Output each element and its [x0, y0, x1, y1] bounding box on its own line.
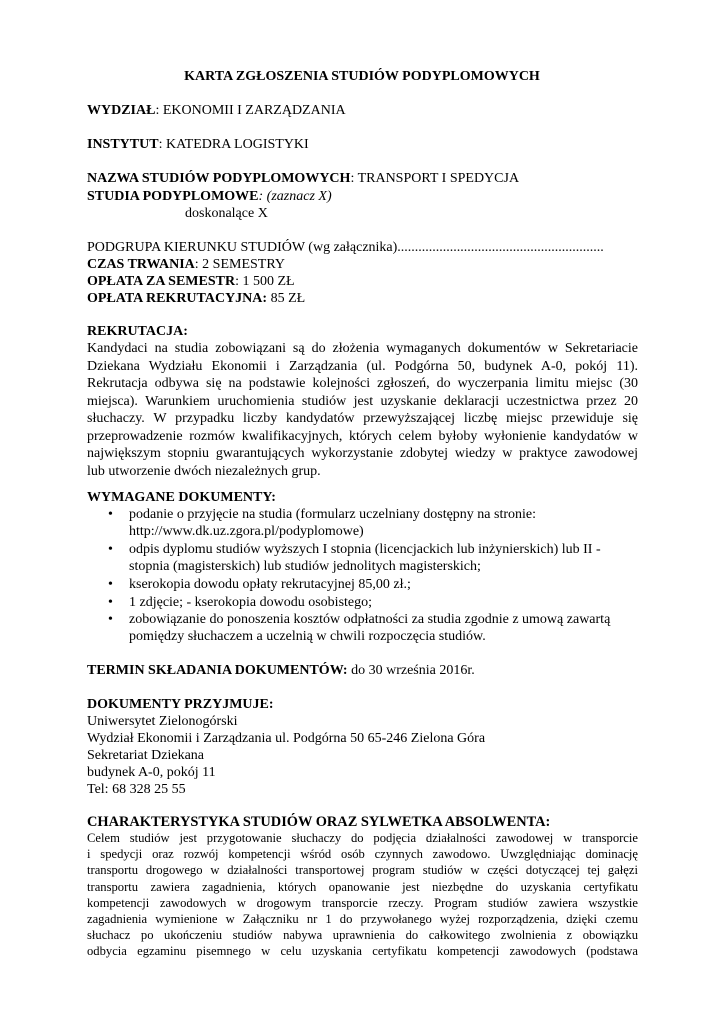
office-heading: DOKUMENTY PRZYJMUJE: [87, 697, 274, 712]
faculty-line [87, 102, 346, 120]
recruitment-fee-value: 85 ZŁ [267, 291, 306, 306]
paragraph-line: miejsca). Warunkiem uruchomienia studiów jest uzyskanie deklaracji uczestnictwa przez 20 [87, 393, 638, 409]
paragraph-line: lub utworzenie dwóch niezależnych grup. [87, 463, 321, 479]
duration-line [87, 256, 285, 274]
program-type-option: doskonalące X [185, 206, 268, 221]
bullet: • [108, 542, 113, 557]
office-line: Uniwersytet Zielonogórski [87, 714, 238, 729]
paragraph-line: zagadnienia wymienione w Załączniku nr 1 do przywołanego wyżej rozporządzenia, dzięki czemu [87, 911, 638, 926]
institute-value: : KATEDRA LOGISTYKI [158, 137, 309, 152]
program-name-label: NAZWA STUDIÓW PODYPLOMOWYCH [87, 171, 351, 186]
deadline-label: TERMIN SKŁADANIA DOKUMENTÓW: [87, 663, 348, 678]
recruitment-heading: REKRUTACJA: [87, 324, 188, 339]
semester-fee-value: : 1 500 ZŁ [235, 274, 295, 289]
duration-label: CZAS TRWANIA [87, 257, 195, 272]
list-item-text: odpis dyplomu studiów wyższych I stopnia (licencjackich lub inżynierskich) lub II - [129, 542, 601, 557]
paragraph-line: największym stopniu gwarantujących wykorzystanie zdobytej wiedzy w praktyce zawodowej [87, 446, 638, 461]
recruitment-paragraph [87, 340, 638, 480]
faculty-value: : EKONOMII I ZARZĄDZANIA [155, 103, 346, 118]
paragraph-line: Kandydaci na studia zobowiązani są do złożenia wymaganych dokumentów w Sekretariacie [87, 341, 638, 356]
documents-heading: WYMAGANE DOKUMENTY: [87, 490, 276, 505]
deadline-line [87, 662, 475, 680]
profile-paragraph [87, 830, 638, 960]
list-item-text: stopnia (magisterskich) lub studiów jednolitych magisterskich; [129, 559, 481, 574]
list-item-text: kserokopia dowodu opłaty rekrutacyjnej 85,00 zł.; [129, 577, 411, 592]
program-type-hint: : (zaznacz X) [258, 189, 332, 204]
institute-line [87, 136, 309, 154]
semester-fee-line [87, 273, 295, 291]
faculty-label: WYDZIAŁ [87, 103, 156, 118]
duration-value: : 2 SEMESTRY [194, 257, 286, 272]
office-phone: Tel: 68 328 25 55 [87, 782, 186, 797]
page-title: KARTA ZGŁOSZENIA STUDIÓW PODYPLOMOWYCH [184, 69, 540, 84]
program-name-line [87, 170, 519, 188]
deadline-value: do 30 września 2016r. [347, 663, 475, 678]
list-item-text: http://www.dk.uz.zgora.pl/podyplomowe) [129, 524, 364, 539]
paragraph-line: odbycia egzaminu pisemnego w celu uzyskania certyfikatu kompetencji zawodowych (podstawa [87, 944, 638, 959]
list-item-text: podanie o przyjęcie na studia (formularz uczelniany dostępny na stronie: [129, 507, 537, 522]
paragraph-line: Dziekana Wydziału Ekonomii i Zarządzania (ul. Podgórna 50, budynek A-0, pokój 11). [87, 358, 638, 374]
list-item-text: zobowiązanie do ponoszenia kosztów odpłatności za studia zgodnie z umową zawartą [129, 612, 611, 627]
office-line: budynek A-0, pokój 11 [87, 765, 216, 780]
program-type-label: STUDIA PODYPLOMOWE [87, 189, 259, 204]
bullet: • [108, 595, 113, 610]
paragraph-line: transportu zawiera zagadnienia, których opanowanie jest niezbędne do uzyskania certyfikatu [87, 879, 638, 894]
paragraph-line: Rekrutacja odbywa się na podstawie kolejności zgłoszeń, do wyczerpania limitu miejsc (30 [87, 376, 638, 391]
paragraph-line: transportu drogowego w działalności transportowej program studiów w części dotyczącej tej gałęzi [87, 863, 638, 878]
paragraph-line: przeprowadzenie rozmów kwalifikacyjnych, których celem byłoby wyłonienie kandydatów w [87, 428, 638, 444]
program-name-value: : TRANSPORT I SPEDYCJA [350, 171, 520, 186]
recruitment-fee-label: OPŁATA REKRUTACYJNA: [87, 291, 268, 306]
paragraph-line: i spedycji oraz rozwój kompetencji wśród osób czynnych zawodowo. Uwzględniając dominację [87, 847, 638, 862]
program-type-line [87, 188, 332, 206]
list-item-text: pomiędzy słuchaczem a uczelnią w chwili rozpoczęcia studiów. [129, 629, 486, 644]
subgroup-line: PODGRUPA KIERUNKU STUDIÓW (wg załącznika)........................................................... [87, 240, 604, 255]
bullet: • [108, 577, 113, 592]
paragraph-line: słuchacz po ukończeniu studiów nabywa uprawnienia do całkowitego zwolnienia z obowiązku [87, 928, 638, 943]
office-line: Wydział Ekonomii i Zarządzania ul. Podgórna 50 65-246 Zielona Góra [87, 731, 486, 746]
office-line: Sekretariat Dziekana [87, 748, 204, 763]
list-item-text: 1 zdjęcie; - kserokopia dowodu osobistego; [129, 595, 373, 610]
paragraph-line: słuchaczy. W przypadku liczby kandydatów przewyższającej liczbę miejsc przewiduje się [87, 411, 638, 426]
institute-label: INSTYTUT [87, 137, 159, 152]
recruitment-fee-line [87, 290, 305, 308]
paragraph-line: kompetencji zawodowych w drogowym transporcie rzeczy. Program studiów zawiera wszystkie [87, 895, 638, 910]
bullet: • [108, 612, 113, 627]
semester-fee-label: OPŁATA ZA SEMESTR [87, 274, 236, 289]
profile-heading: CHARAKTERYSTYKA STUDIÓW ORAZ SYLWETKA ABSOLWENTA: [87, 814, 551, 830]
bullet: • [108, 507, 113, 522]
paragraph-line: Celem studiów jest przygotowanie słuchaczy do podjęcia działalności zawodowej w transporcie [87, 831, 638, 845]
